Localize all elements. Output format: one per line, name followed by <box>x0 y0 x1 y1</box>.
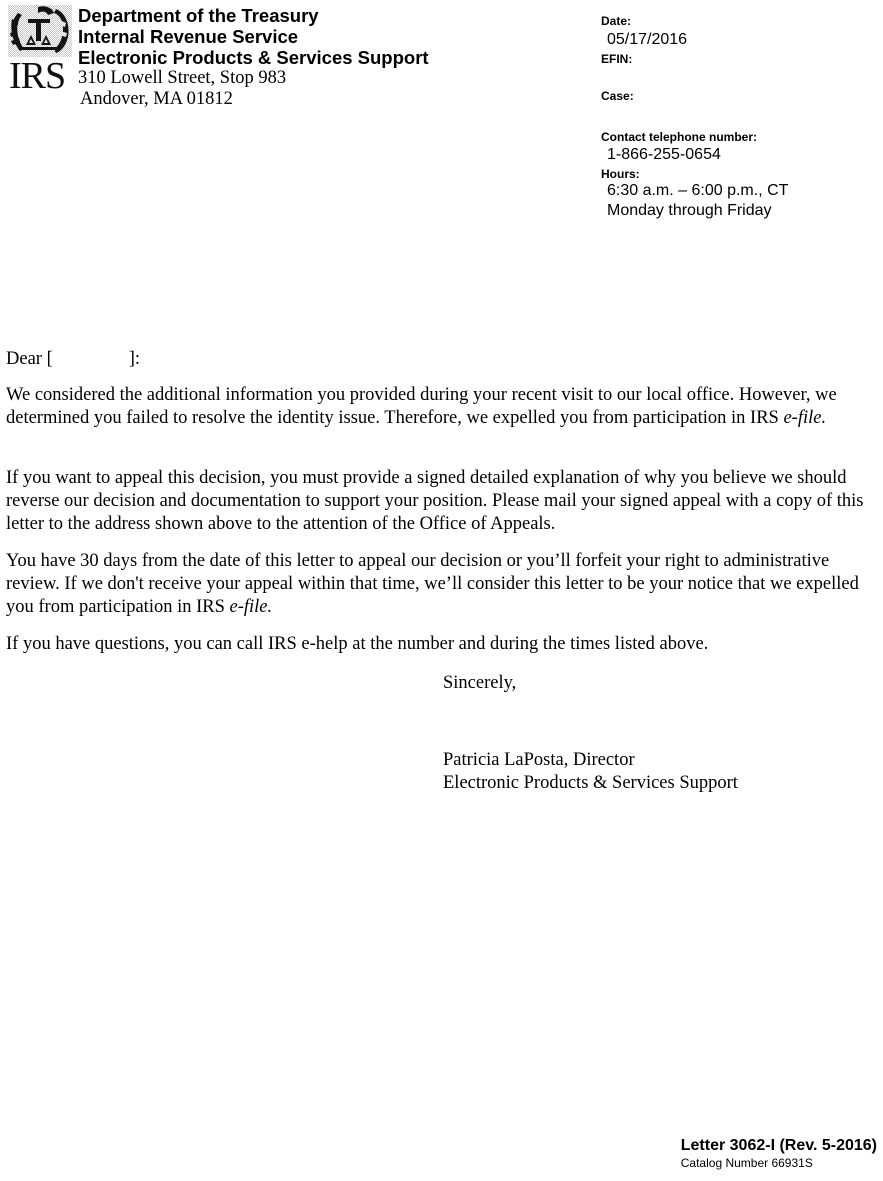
form-footer <box>681 1136 877 1170</box>
paragraph-1-text: We considered the additional information you provided during your recent visit to our local office. However, we determined you failed to resolve the identity issue. Therefore, we expelled you from participation in IRS <box>6 385 837 428</box>
org-agency: Internal Revenue Service <box>78 26 299 47</box>
salutation-suffix: ]: <box>128 349 141 369</box>
eagle-scales-emblem-icon <box>8 5 72 57</box>
hours-time: 6:30 a.m. – 6:00 p.m., CT <box>607 182 789 199</box>
efin-value <box>601 66 861 86</box>
irs-logo-text: IRS <box>9 55 66 97</box>
closing: Sincerely, <box>443 673 517 693</box>
case-value <box>601 103 861 123</box>
org-department: Department of the Treasury <box>78 5 319 26</box>
address-city: Andover, MA 01812 <box>80 89 233 109</box>
letter-info-block <box>601 14 861 221</box>
phone-label: Contact telephone number: <box>601 130 758 144</box>
hours-days: Monday through Friday <box>607 202 772 219</box>
salutation <box>6 348 878 371</box>
phone-value: 1-866-255-0654 <box>607 146 721 163</box>
efile-term: e-file. <box>783 408 827 428</box>
efile-term: e-file. <box>229 597 273 617</box>
signatory-department: Electronic Products & Services Support <box>443 773 738 793</box>
signatory-name: Patricia LaPosta, Director <box>443 750 635 770</box>
hours-label: Hours: <box>601 167 640 181</box>
paragraph-2 <box>6 467 878 536</box>
efin-label: EFIN: <box>601 52 633 66</box>
irs-logo <box>8 5 72 97</box>
date-label: Date: <box>601 14 632 28</box>
salutation-prefix: Dear [ <box>6 349 53 369</box>
paragraph-4-text: If you have questions, you can call IRS e-help at the number and during the times listed above. <box>6 634 709 654</box>
sender-header <box>78 5 429 110</box>
paragraph-1 <box>6 384 878 430</box>
paragraph-2-text: If you want to appeal this decision, you must provide a signed detailed explanation of why you believe we should reverse our decision and documentation to support your position. Please mail your signed appeal with a copy of this letter to the address shown above to the attention of the Office of Appeals. <box>6 468 864 534</box>
date-value: 05/17/2016 <box>607 31 688 48</box>
paragraph-3 <box>6 550 878 619</box>
paragraph-3-text: You have 30 days from the date of this letter to appeal our decision or you’ll forfeit your right to administrative review. If we don't receive your appeal within that time, we’ll consider this letter to be your notice that we expelled you from participation in IRS <box>6 551 859 617</box>
org-division: Electronic Products & Services Support <box>78 47 429 68</box>
address-street: 310 Lowell Street, Stop 983 <box>78 68 287 88</box>
catalog-number: Catalog Number 66931S <box>680 1156 813 1170</box>
paragraph-4 <box>6 633 878 656</box>
case-label: Case: <box>601 89 634 103</box>
form-id: Letter 3062-I (Rev. 5-2016) <box>680 1137 877 1154</box>
